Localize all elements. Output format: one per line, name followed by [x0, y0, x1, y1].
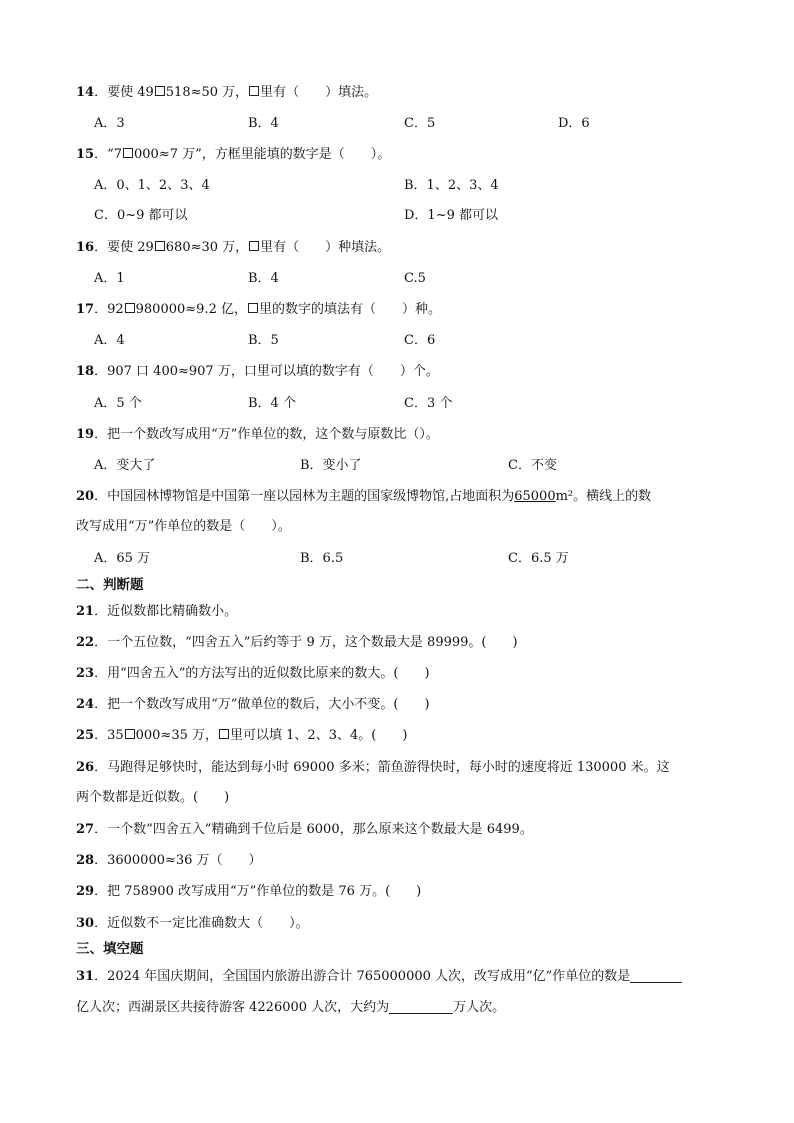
option-c[interactable]: C.5 — [404, 271, 426, 286]
question-31-line-2: 亿人次；西湖景区共接待游客 4226000 人次，大约为 万人次。 — [76, 1000, 506, 1015]
section-heading-judgment: 二、判断题 — [76, 577, 144, 593]
option-b[interactable]: B．1、2、3、4 — [404, 178, 499, 193]
question-15: 15．“7 000≈7 万”，方框里能填的数字是（ ）。 — [76, 147, 391, 162]
question-26: 26．马跑得足够快时，能达到每小时 69000 多米；箭鱼游得快时，每小时的速度将近 130000 米。这 — [76, 760, 670, 775]
blank-box-icon — [219, 729, 229, 739]
question-24: 24．把一个数改写成用“万”做单位的数后，大小不变。( ) — [76, 697, 430, 712]
question-14: 14．要使 49 518≈50 万， 里有（ ）填法。 — [76, 85, 378, 100]
question-number: 17 — [76, 302, 95, 317]
question-number: 29 — [76, 884, 95, 899]
question-number: 20 — [76, 489, 95, 504]
option-c[interactable]: C．5 — [404, 116, 436, 131]
question-number: 21 — [76, 604, 95, 619]
question-20-line-2: 改写成用“万”作单位的数是（ ）。 — [76, 519, 291, 534]
question-23: 23．用“四舍五入”的方法写出的近似数比原来的数大。( ) — [76, 666, 430, 681]
blank-box-icon — [155, 86, 165, 96]
question-number: 18 — [76, 364, 95, 379]
option-c[interactable]: C．6 — [404, 333, 436, 348]
section-heading-fill-blank: 三、填空题 — [76, 941, 144, 957]
question-number: 28 — [76, 853, 95, 868]
option-c[interactable]: C．0~9 都可以 — [94, 208, 188, 223]
question-31: 31．2024 年国庆期间，全国国内旅游出游合计 765000000 人次，改写成用“亿”作单位的数是 — [76, 968, 682, 986]
blank-box-icon — [155, 241, 165, 251]
question-21: 21．近似数都比精确数小。 — [76, 604, 238, 619]
question-number: 31 — [76, 969, 95, 984]
question-number: 19 — [76, 427, 95, 442]
option-b[interactable]: B．6.5 — [300, 551, 344, 566]
question-number: 15 — [76, 147, 95, 162]
option-b[interactable]: B．4 个 — [248, 396, 296, 411]
question-number: 30 — [76, 916, 95, 931]
underlined-number: 65000 — [514, 489, 556, 504]
blank-box-icon — [249, 241, 259, 251]
option-c[interactable]: C．6.5 万 — [508, 551, 569, 566]
option-b[interactable]: B．变小了 — [300, 458, 362, 473]
blank-box-icon — [125, 303, 135, 313]
question-29: 29．把 758900 改写成用“万”作单位的数是 76 万。( ) — [76, 884, 422, 899]
blank-box-icon — [249, 86, 259, 96]
question-number: 24 — [76, 697, 95, 712]
question-number: 25 — [76, 728, 95, 743]
blank-box-icon — [125, 729, 135, 739]
question-28: 28．3600000≈36 万（ ） — [76, 853, 262, 868]
option-a[interactable]: A．1 — [94, 271, 125, 286]
question-30: 30．近似数不一定比准确数大（ ）。 — [76, 916, 309, 931]
question-number: 27 — [76, 822, 95, 837]
option-d[interactable]: D．6 — [558, 116, 590, 131]
blank-box-icon — [123, 148, 133, 158]
question-25: 25．35 000≈35 万， 里可以填 1、2、3、4。( ) — [76, 728, 408, 743]
question-22: 22．一个五位数，“四舍五入”后约等于 9 万，这个数最大是 89999。( ) — [76, 635, 518, 650]
option-a[interactable]: A．3 — [94, 116, 125, 131]
blank-box-icon — [248, 303, 258, 313]
question-number: 16 — [76, 240, 95, 255]
option-d[interactable]: D．1~9 都可以 — [404, 208, 498, 223]
option-b[interactable]: B．4 — [248, 116, 279, 131]
question-18: 18．907 口 400≈907 万，口里可以填的数字有（ ）个。 — [76, 364, 439, 379]
question-number: 22 — [76, 635, 95, 650]
answer-blank[interactable] — [630, 968, 682, 983]
option-b[interactable]: B．5 — [248, 333, 279, 348]
question-number: 26 — [76, 760, 95, 775]
option-a[interactable]: A．65 万 — [94, 551, 151, 566]
option-c[interactable]: C．不变 — [508, 458, 557, 473]
question-20: 20．中国园林博物馆是中国第一座以园林为主题的国家级博物馆,占地面积为65000m²。横线上的数 — [76, 489, 652, 504]
question-number: 23 — [76, 666, 95, 681]
option-a[interactable]: A．0、1、2、3、4 — [94, 178, 210, 193]
question-16: 16．要使 29 680≈30 万， 里有（ ）种填法。 — [76, 240, 391, 255]
question-19: 19．把一个数改写成用“万”作单位的数，这个数与原数比（）。 — [76, 427, 439, 442]
question-26-line-2: 两个数都是近似数。( ) — [76, 790, 230, 805]
option-b[interactable]: B．4 — [248, 271, 279, 286]
question-17: 17．92 980000≈9.2 亿， 里的数字的填法有（ ）种。 — [76, 302, 441, 317]
question-27: 27．一个数“四舍五入”精确到千位后是 6000，那么原来这个数最大是 6499。 — [76, 822, 533, 837]
answer-blank[interactable] — [389, 999, 453, 1014]
question-number: 14 — [76, 85, 95, 100]
option-a[interactable]: A．变大了 — [94, 458, 156, 473]
option-a[interactable]: A．4 — [94, 333, 125, 348]
option-a[interactable]: A．5 个 — [94, 396, 142, 411]
option-c[interactable]: C．3 个 — [404, 396, 453, 411]
